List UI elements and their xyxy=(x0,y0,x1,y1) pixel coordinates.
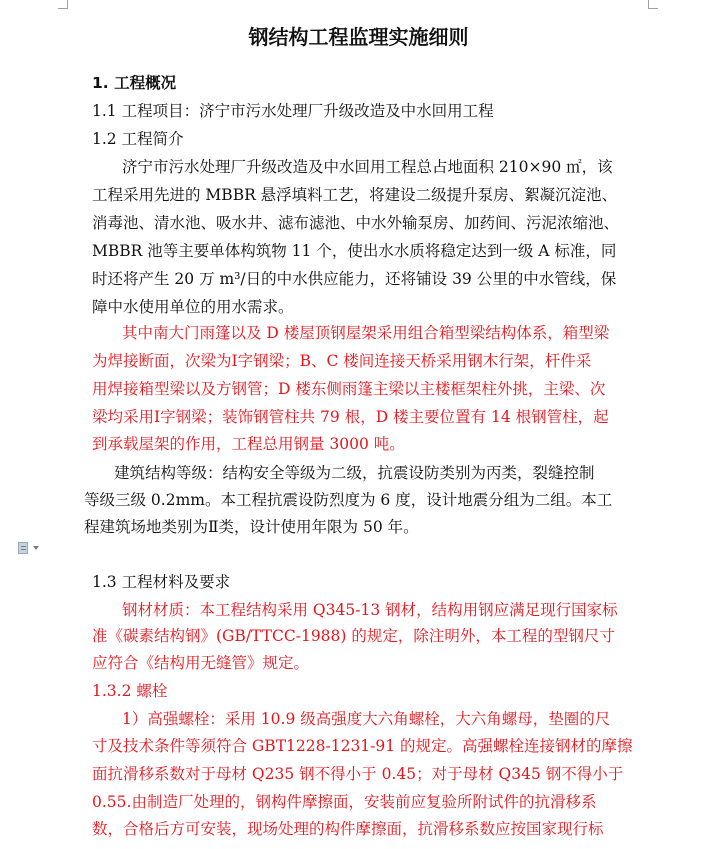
intro-line: 消毒池、清水池、吸水井、滤布滤池、中水外输泵房、加药间、污泥浓缩池、 xyxy=(92,214,620,232)
intro-line: 时还将产生 20 万 m³/日的中水供应能力，还将铺设 39 公里的中水管线，保 xyxy=(92,270,617,288)
intro-line: MBBR 池等主要单体构筑物 11 个，使出水水质将稳定达到一级 A 标准，同 xyxy=(92,242,617,260)
bolt-line: 数，合格后方可安装，现场处理的构件摩擦面，抗滑移系数应按国家现行标 xyxy=(92,820,604,838)
chevron-down-icon xyxy=(33,546,39,550)
structure-line: 建筑结构等级：结构安全等级为二级，抗震设防类别为丙类，裂缝控制 xyxy=(114,464,595,482)
bolt-line: 寸及技术条件等须符合 GBT1228-1231-91 的规定。高强螺栓连接钢材的摩擦 xyxy=(92,737,633,755)
red-paragraph-line: 用焊接箱型梁以及方钢管；D 楼东侧雨篷主梁以主楼框架柱外挑，主梁、次 xyxy=(92,380,606,398)
item-1-3: 1.3 工程材料及要求 xyxy=(92,573,231,591)
intro-line: 工程采用先进的 MBBR 悬浮填料工艺，将建设二级提升泵房、絮凝沉淀池、 xyxy=(92,186,618,204)
intro-line: 济宁市污水处理厂升级改造及中水回用工程总占地面积 210×90 ㎡，该 xyxy=(122,158,613,176)
document-icon[interactable] xyxy=(18,542,46,556)
page-corner-mark-right xyxy=(648,0,658,9)
red-paragraph-line: 梁均采用Ⅰ字钢梁；装饰钢管柱共 79 根，D 楼主要位置有 14 根钢管柱，起 xyxy=(92,408,609,426)
structure-line: 等级三级 0.2mm。本工程抗震设防烈度为 6 度，设计地震分组为二组。本工 xyxy=(84,491,613,509)
bolt-line: 面抗滑移系数对于母材 Q235 钢不得小于 0.45；对于母材 Q345 钢不得小于 xyxy=(92,765,624,783)
page-corner-mark-left xyxy=(58,0,68,9)
item-1-1: 1.1 工程项目：济宁市污水处理厂升级改造及中水回用工程 xyxy=(92,102,494,120)
bolt-line: 0.55.由制造厂处理的，钢构件摩擦面，安装前应复验所附试件的抗滑移系 xyxy=(92,793,597,811)
document-glyph xyxy=(18,542,28,554)
red-paragraph-line: 其中南大门雨篷以及 D 楼屋顶钢屋架采用组合箱型梁结构体系，箱型梁 xyxy=(122,324,610,342)
red-paragraph-line: 到承载屋架的作用，工程总用钢量 3000 吨。 xyxy=(92,435,405,453)
steel-line: 准《碳素结构钢》(GB/TTCC-1988) 的规定，除注明外，本工程的型钢尺寸 xyxy=(92,627,615,645)
document-title: 钢结构工程监理实施细则 xyxy=(248,25,469,49)
item-1-2: 1.2 工程简介 xyxy=(92,130,184,148)
steel-line: 钢材材质：本工程结构采用 Q345-13 钢材，结构用钢应满足现行国家标 xyxy=(122,601,618,619)
structure-line: 程建筑场地类别为Ⅱ类，设计使用年限为 50 年。 xyxy=(84,518,419,536)
steel-line: 应符合《结构用无缝管》规定。 xyxy=(92,654,310,672)
red-paragraph-line: 为焊接断面，次梁为Ⅰ字钢梁；B、C 楼间连接天桥采用钢木行架，杆件采 xyxy=(92,352,592,370)
item-1-3-2: 1.3.2 螺栓 xyxy=(92,682,168,700)
intro-line: 障中水使用单位的用水需求。 xyxy=(92,298,294,316)
bolt-line: 1）高强螺栓：采用 10.9 级高强度大六角螺栓，大六角螺母，垫圈的尺 xyxy=(122,710,611,728)
section-heading-1: 1. 工程概况 xyxy=(92,74,177,92)
